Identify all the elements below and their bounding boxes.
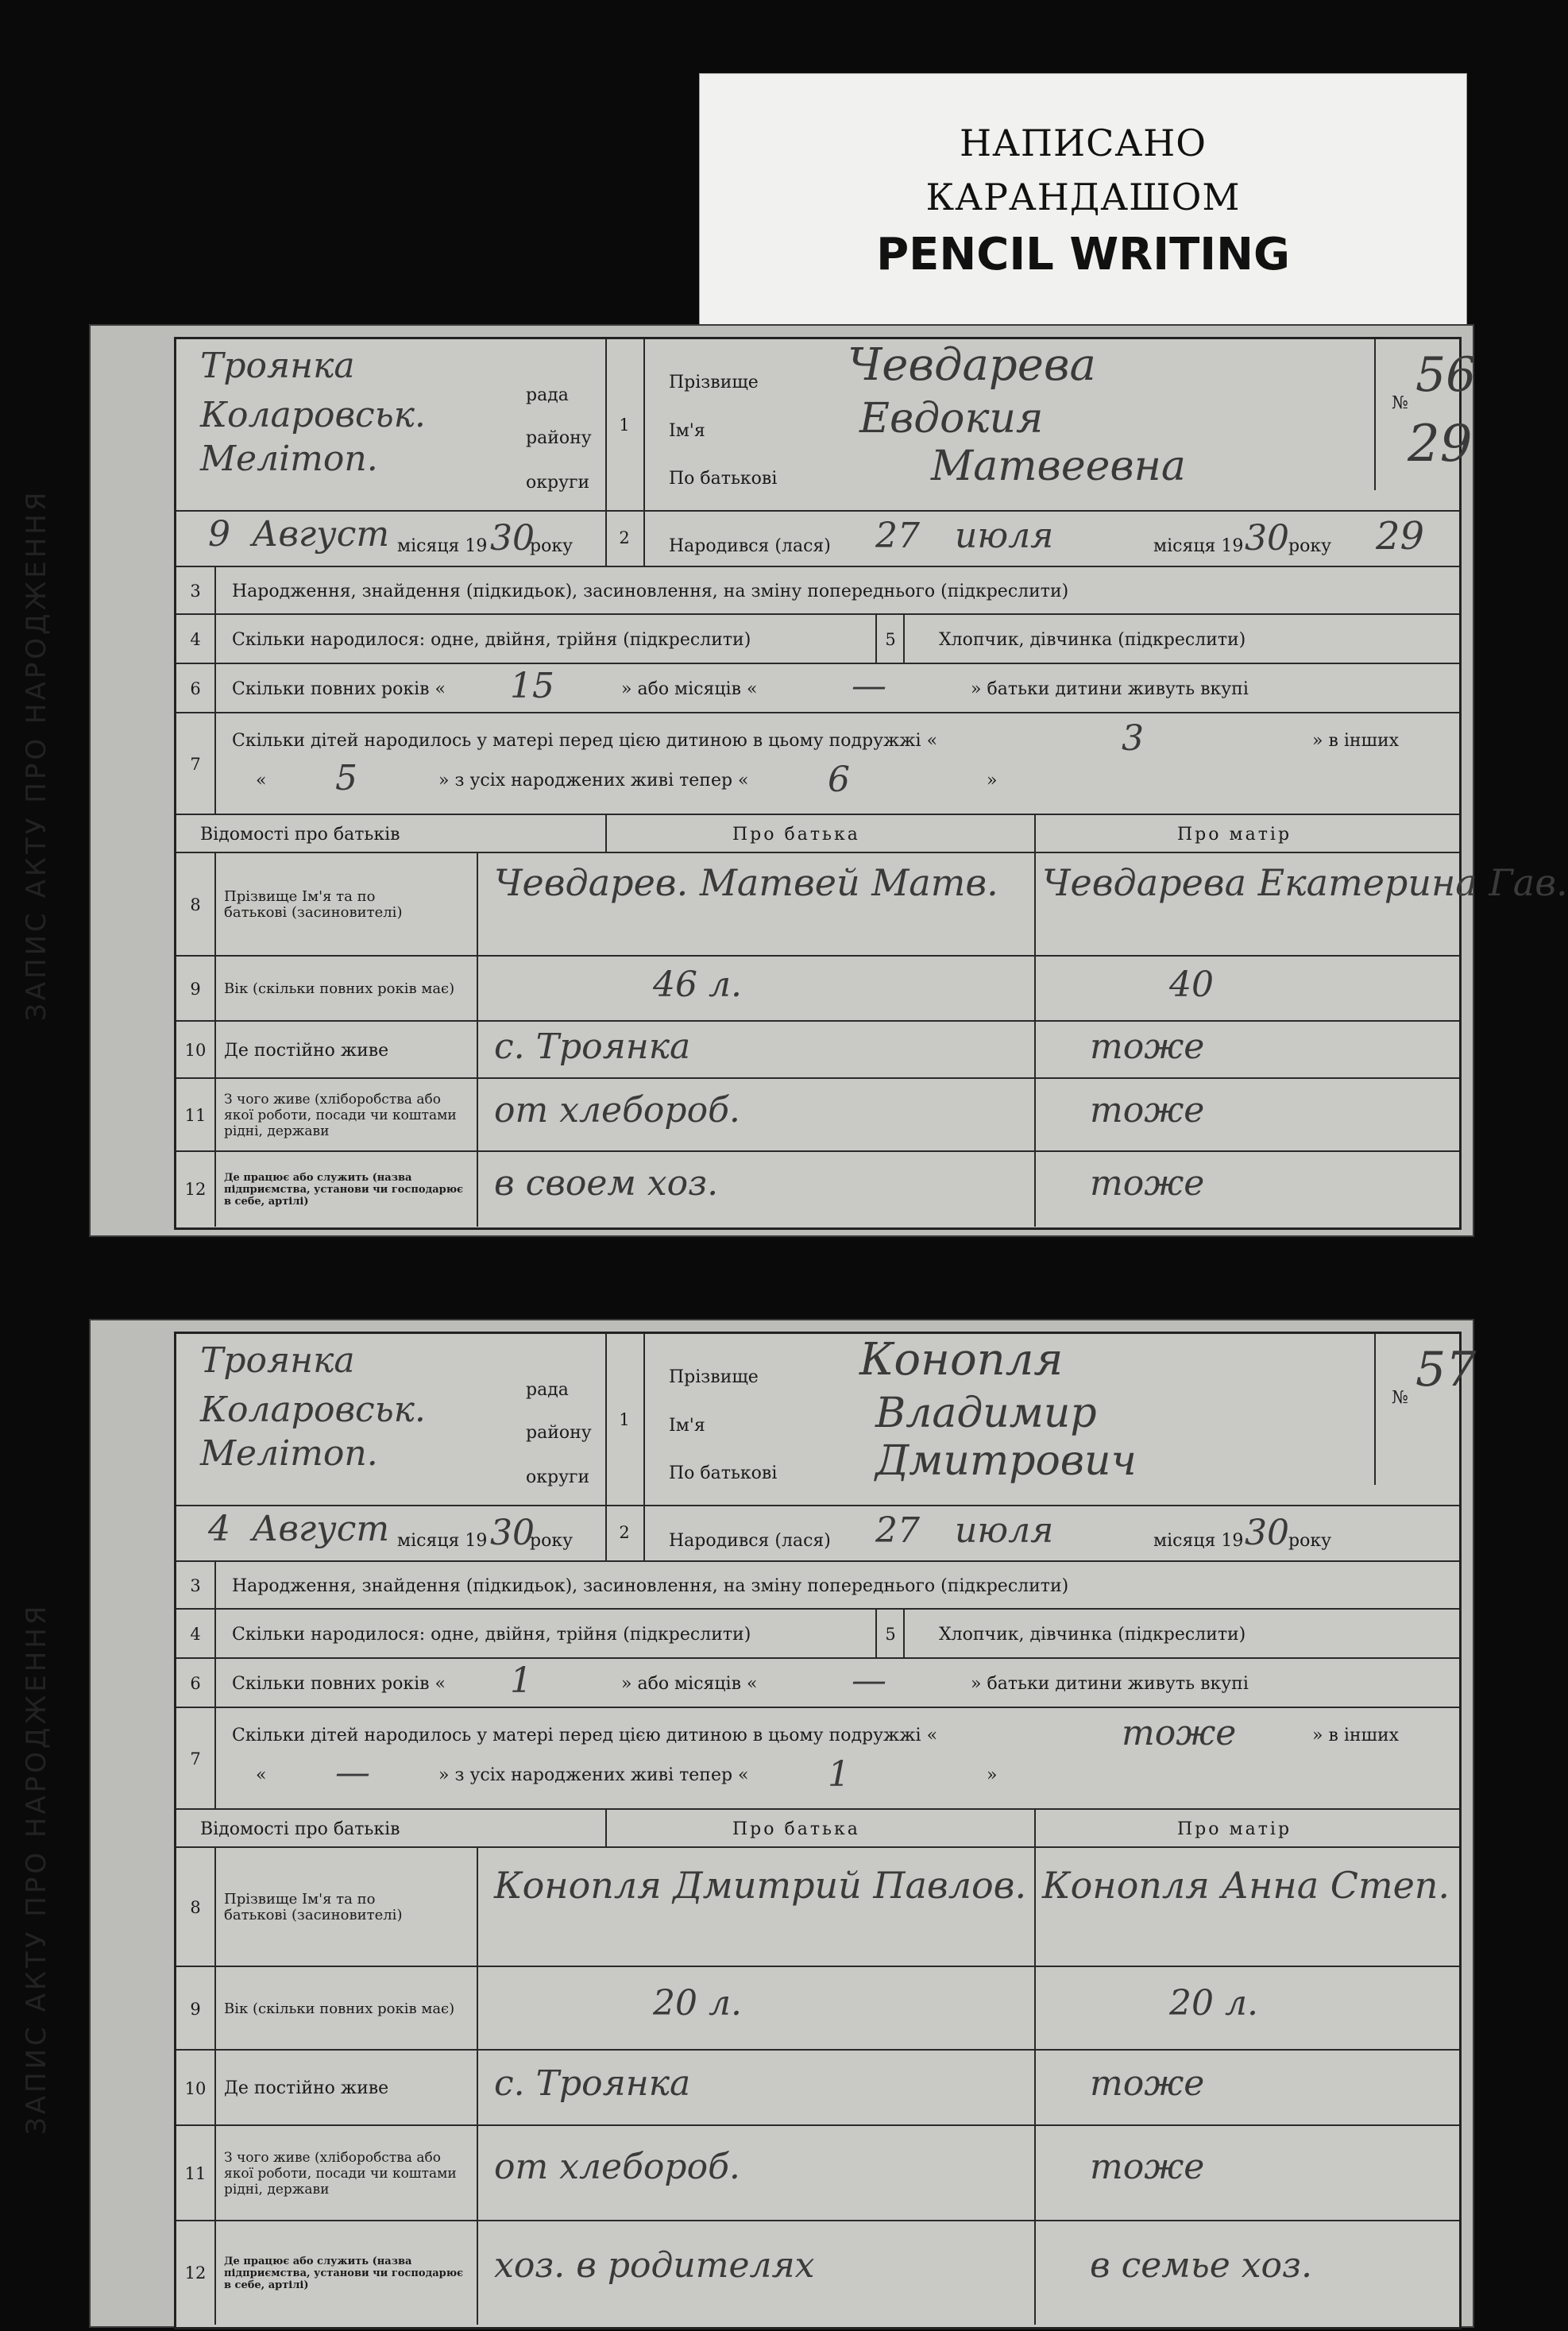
row-7-text-b: » в інших bbox=[1312, 731, 1400, 751]
mother-name: Конопля Анна Степ. bbox=[1042, 1864, 1450, 1907]
row-6-text-c: » батьки дитини живуть вкупі bbox=[971, 1673, 1249, 1694]
row-9: 9 Вік (скільки повних років має) 46 л. 40 bbox=[176, 955, 1459, 1022]
birth-month: июля bbox=[955, 516, 1054, 556]
raion-value: Коларовськ. bbox=[200, 1390, 426, 1430]
rada-value: Троянка bbox=[200, 346, 355, 386]
parents-header bbox=[176, 814, 1459, 853]
surname-value: Конопля bbox=[859, 1334, 1064, 1386]
row-6: 6 Скільки повних років « 1 » або місяців « — » батьки дитини живуть вкупі bbox=[176, 1657, 1459, 1708]
father-work: хоз. в родителях bbox=[494, 2245, 815, 2286]
okruha-label: округи bbox=[526, 1467, 590, 1487]
row-12: 12 Де працює або служить (назва підприємства, установи чи господарює в себе, артілі) в своем хоз. тоже bbox=[176, 1150, 1459, 1227]
father-age: 20 л. bbox=[653, 1983, 742, 2024]
margin-note: 29 bbox=[1376, 514, 1425, 559]
side-title: ЗАПИС АКТУ ПРО НАРОДЖЕННЯ bbox=[21, 489, 52, 1021]
number-label: № bbox=[1392, 1388, 1408, 1408]
row-7: 7 Скільки дітей народилось у матері перед цією дитиною в цьому подружжі « тоже » в інших « — » з усіх народжених живі тепер « 1 » bbox=[176, 1707, 1459, 1810]
reg-month: Август bbox=[252, 1509, 390, 1549]
row-10-text: Де постійно живе bbox=[224, 2078, 389, 2098]
row-7-text-d: » з усіх народжених живі тепер « bbox=[438, 771, 749, 791]
father-residence: с. Троянка bbox=[494, 1026, 691, 1067]
row-8-text: Прізвище Ім'я та по батькові (засиновителі) bbox=[224, 888, 403, 921]
row-3-text: Народження, знайдення (підкидьок), засиновлення, на зміну попереднього (підкреслити) bbox=[232, 1575, 1069, 1596]
record-number: 57 bbox=[1415, 1342, 1477, 1397]
label-line-1: НАПИСАНО bbox=[959, 122, 1207, 164]
side-title: ЗАПИС АКТУ ПРО НАРОДЖЕННЯ bbox=[21, 1602, 52, 2135]
row-3-text: Народження, знайдення (підкидьок), засиновлення, на зміну попереднього (підкреслити) bbox=[232, 581, 1069, 601]
row-11: 11 З чого живе (хліборобства або якої роботи, посади чи коштами рідні, держави от хлебороб. тоже bbox=[176, 2124, 1459, 2221]
birth-year-label: року bbox=[1288, 1531, 1332, 1551]
okruha-value: Мелітоп. bbox=[200, 439, 378, 479]
number-label: № bbox=[1392, 393, 1408, 413]
mother-work: в семье хоз. bbox=[1090, 2245, 1313, 2286]
children-before: тоже bbox=[1122, 1713, 1237, 1753]
row-7-text-d: » з усіх народжених живі тепер « bbox=[438, 1765, 749, 1785]
row-3: 3 Народження, знайдення (підкидьок), засиновлення, на зміну попереднього (підкреслити) bbox=[176, 1560, 1459, 1610]
father-header: Про батька bbox=[732, 824, 860, 845]
raion-value: Коларовськ. bbox=[200, 395, 426, 435]
children-alive: 6 bbox=[828, 760, 850, 800]
row-12-text: Де працює або служить (назва підприємства, установи чи господарює в себе, артілі) bbox=[224, 1171, 463, 1208]
row-8: 8 Прізвище Ім'я та по батькові (засиновителі) Конопля Дмитрий Павлов. Конопля Анна Степ. bbox=[176, 1846, 1459, 1967]
record-form-1 bbox=[174, 337, 1568, 1230]
row-8: 8 Прізвище Ім'я та по батькові (засиновителі) Чевдарев. Матвей Матв. Чевдарева Екатерина Гав. bbox=[176, 852, 1459, 957]
patronymic-label: По батькові bbox=[669, 1463, 778, 1483]
father-age: 46 л. bbox=[653, 964, 742, 1005]
reg-day: 9 bbox=[208, 514, 230, 555]
row-6-text-a: Скільки повних років « bbox=[232, 678, 446, 699]
row-3: 3 Народження, знайдення (підкидьок), засиновлення, на зміну попереднього (підкреслити) bbox=[176, 566, 1459, 615]
reg-year: 30 bbox=[490, 518, 535, 559]
record-header: 1 2 Троянка рада Коларовськ. району Мелітоп. округи 4 Август місяця 19 30 року Прізвище Конопля Ім'я Владимир По батькові Дмитрович Народився (лася) 27 июля місяця 19 30 року № 57 bbox=[176, 1334, 1459, 1560]
name-value: Владимир bbox=[875, 1390, 1097, 1437]
okruha-label: округи bbox=[526, 473, 590, 493]
years-together: 1 bbox=[510, 1660, 532, 1701]
name-value: Евдокия bbox=[859, 395, 1044, 443]
name-label: Ім'я bbox=[669, 1416, 705, 1436]
row-4: 4 Скільки народилося: одне, двійня, трійня (підкреслити) 5 Хлопчик, дівчинка (підкреслити) bbox=[176, 1608, 1459, 1659]
surname-value: Чевдарева bbox=[848, 339, 1096, 391]
birth-month-label: місяця 19 bbox=[1153, 1531, 1244, 1551]
row-7-text-a: Скільки дітей народилось у матері перед цією дитиною в цьому подружжі « bbox=[232, 731, 938, 751]
row-12: 12 Де працює або служить (назва підприємства, установи чи господарює в себе, артілі) хоз. в родителях в семье хоз. bbox=[176, 2220, 1459, 2325]
rada-label: рада bbox=[526, 1380, 569, 1400]
born-label: Народився (лася) bbox=[669, 1531, 831, 1551]
rada-label: рада bbox=[526, 385, 569, 405]
months-together: — bbox=[852, 666, 886, 706]
parents-info-label: Відомості про батьків bbox=[200, 824, 400, 845]
record-number: 56 bbox=[1415, 347, 1477, 403]
mother-name: Чевдарева Екатерина Гав. bbox=[1042, 861, 1568, 904]
reg-day: 4 bbox=[208, 1509, 230, 1549]
row-12-text: Де працює або служить (назва підприємства, установи чи господарює в себе, артілі) bbox=[224, 2255, 463, 2291]
label-line-2: КАРАНДАШОМ bbox=[925, 176, 1241, 218]
row-9: 9 Вік (скільки повних років має) 20 л. 20 л. bbox=[176, 1966, 1459, 2051]
row-11: 11 З чого живе (хліборобства або якої роботи, посади чи коштами рідні, держави от хлебороб. тоже bbox=[176, 1077, 1459, 1152]
reg-month-label: місяця 19 bbox=[397, 1531, 488, 1551]
patronymic-value: Дмитрович bbox=[875, 1437, 1137, 1485]
reg-year: 30 bbox=[490, 1513, 535, 1553]
row-8-text: Прізвище Ім'я та по батькові (засиновителі) bbox=[224, 1891, 403, 1923]
mother-header: Про матір bbox=[1177, 1819, 1292, 1839]
raion-label: району bbox=[526, 1423, 592, 1443]
birth-record-sheet-1 bbox=[21, 324, 1568, 1237]
children-other: — bbox=[335, 1753, 370, 1793]
father-income: от хлебороб. bbox=[494, 1090, 740, 1131]
father-income: от хлебороб. bbox=[494, 2147, 740, 2187]
patronymic-label: По батькові bbox=[669, 469, 778, 489]
row-10: 10 Де постійно живе с. Троянка тоже bbox=[176, 1020, 1459, 1079]
children-before: 3 bbox=[1122, 718, 1144, 759]
row-11-text: З чого живе (хліборобства або якої роботи, посади чи коштами рідні, держави bbox=[224, 2150, 457, 2198]
row-7: 7 Скільки дітей народилось у матері перед цією дитиною в цьому подружжі « 3 » в інших « 5 » з усіх народжених живі тепер « 6 » bbox=[176, 712, 1459, 815]
mother-header: Про матір bbox=[1177, 824, 1292, 845]
birth-record-sheet-2 bbox=[21, 1319, 1477, 2328]
father-header: Про батька bbox=[732, 1819, 860, 1839]
row-4: 4 Скільки народилося: одне, двійня, трійня (підкреслити) 5 Хлопчик, дівчинка (підкреслити) bbox=[176, 613, 1459, 664]
birth-year: 30 bbox=[1245, 518, 1289, 559]
birth-year-label: року bbox=[1288, 536, 1332, 556]
father-residence: с. Троянка bbox=[494, 2063, 691, 2104]
father-name: Чевдарев. Матвей Матв. bbox=[494, 861, 998, 904]
birth-month: июля bbox=[955, 1510, 1054, 1551]
row-6-text-a: Скільки повних років « bbox=[232, 1673, 446, 1694]
parents-info-label: Відомості про батьків bbox=[200, 1819, 400, 1839]
father-work: в своем хоз. bbox=[494, 1163, 719, 1204]
children-alive: 1 bbox=[828, 1754, 850, 1795]
row-11-text: З чого живе (хліборобства або якої роботи, посади чи коштами рідні, держави bbox=[224, 1092, 457, 1139]
row-9-text: Вік (скільки повних років має) bbox=[224, 980, 455, 997]
birth-year: 30 bbox=[1245, 1513, 1289, 1553]
row-10-text: Де постійно живе bbox=[224, 1040, 389, 1061]
surname-label: Прізвище bbox=[669, 373, 759, 392]
row-7-text-e: » bbox=[987, 1765, 998, 1785]
reg-month-label: місяця 19 bbox=[397, 536, 488, 556]
record-number-2: 29 bbox=[1408, 415, 1473, 474]
years-together: 15 bbox=[510, 666, 554, 706]
row-9-text: Вік (скільки повних років має) bbox=[224, 2000, 455, 2017]
pencil-writing-label bbox=[699, 73, 1467, 329]
row-4-text: Скільки народилося: одне, двійня, трійня (підкреслити) bbox=[232, 1624, 751, 1645]
mother-age: 20 л. bbox=[1169, 1983, 1258, 2024]
row-4-text: Скільки народилося: одне, двійня, трійня (підкреслити) bbox=[232, 629, 751, 650]
birth-day: 27 bbox=[875, 1510, 920, 1551]
reg-year-label: року bbox=[530, 536, 574, 556]
row-7-text-a: Скільки дітей народилось у матері перед цією дитиною в цьому подружжі « bbox=[232, 1726, 938, 1745]
reg-year-label: року bbox=[530, 1531, 574, 1551]
record-form-2 bbox=[174, 1332, 1477, 2329]
row-6-text-c: » батьки дитини живуть вкупі bbox=[971, 678, 1249, 699]
mother-residence: тоже bbox=[1090, 1026, 1205, 1067]
row-5-text: Хлопчик, дівчинка (підкреслити) bbox=[939, 629, 1246, 650]
mother-income: тоже bbox=[1090, 1090, 1205, 1131]
name-label: Ім'я bbox=[669, 421, 705, 441]
birth-month-label: місяця 19 bbox=[1153, 536, 1244, 556]
children-other: 5 bbox=[335, 758, 357, 798]
row-7-text-c: « bbox=[256, 1765, 267, 1785]
surname-label: Прізвище bbox=[669, 1367, 759, 1387]
parents-header bbox=[176, 1808, 1459, 1848]
reg-month: Август bbox=[252, 514, 390, 555]
birth-day: 27 bbox=[875, 516, 920, 556]
row-6-text-b: » або місяців « bbox=[621, 1673, 758, 1694]
label-line-3: PENCIL WRITING bbox=[876, 229, 1290, 280]
months-together: — bbox=[852, 1660, 886, 1701]
mother-income: тоже bbox=[1090, 2147, 1205, 2187]
row-7-text-e: » bbox=[987, 771, 998, 791]
rada-value: Троянка bbox=[200, 1340, 355, 1381]
row-7-text-c: « bbox=[256, 771, 267, 791]
raion-label: району bbox=[526, 428, 592, 448]
mother-work: тоже bbox=[1090, 1163, 1205, 1204]
mother-age: 40 bbox=[1169, 964, 1214, 1005]
okruha-value: Мелітоп. bbox=[200, 1433, 378, 1474]
father-name: Конопля Дмитрий Павлов. bbox=[494, 1864, 1027, 1907]
row-6-text-b: » або місяців « bbox=[621, 678, 758, 699]
patronymic-value: Матвеевна bbox=[931, 443, 1186, 490]
row-7-text-b: » в інших bbox=[1312, 1726, 1400, 1745]
born-label: Народився (лася) bbox=[669, 536, 831, 556]
row-6: 6 Скільки повних років « 15 » або місяців « — » батьки дитини живуть вкупі bbox=[176, 663, 1459, 713]
row-5-text: Хлопчик, дівчинка (підкреслити) bbox=[939, 1624, 1246, 1645]
mother-residence: тоже bbox=[1090, 2063, 1205, 2104]
row-10: 10 Де постійно живе с. Троянка тоже bbox=[176, 2049, 1459, 2126]
record-header: 1 2 Троянка рада Коларовськ. району Мелітоп. округи 9 Август місяця 19 30 року Прізвище Чевдарева Ім'я Евдокия По батькові Матвеевна Народився (лася) 27 июля місяця 19 30 року 29 № 56 29 bbox=[176, 339, 1459, 566]
